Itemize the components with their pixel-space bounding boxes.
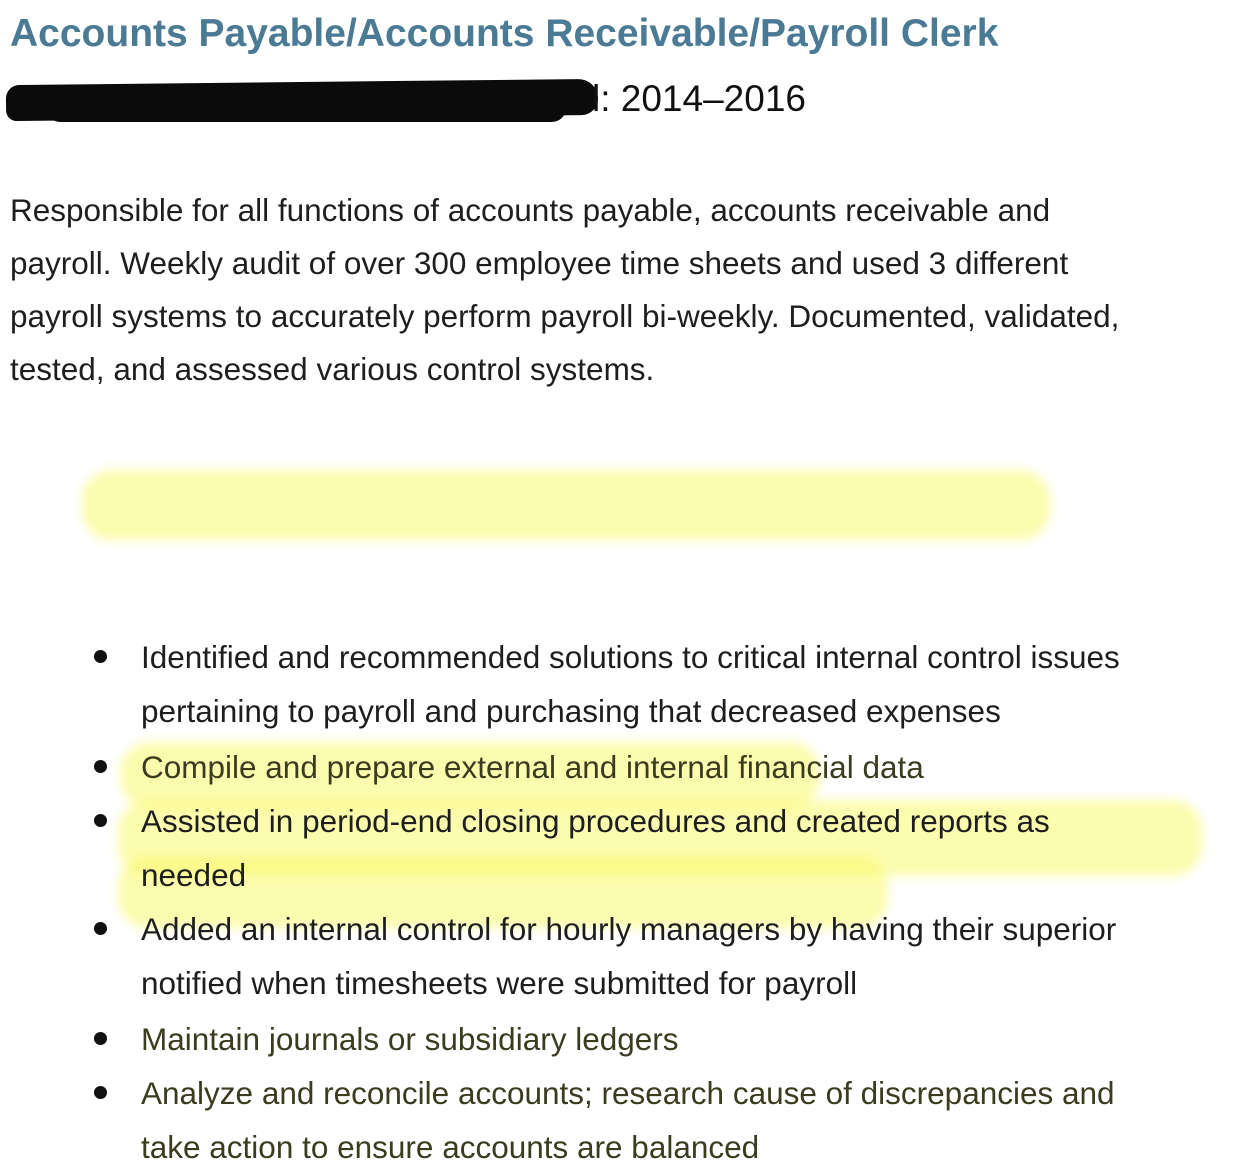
summary-line: payroll. Weekly audit of over 300 employee time sheets and used 3 different xyxy=(10,245,1069,281)
bullet-icon xyxy=(94,1032,107,1045)
bullet-icon xyxy=(94,760,107,773)
list-item-line: Identified and recommended solutions to critical internal control issues xyxy=(141,639,1120,675)
responsibility-list xyxy=(0,630,1242,1174)
list-item-line: Assisted in period-end closing procedures and created reports as xyxy=(141,803,1050,839)
list-item-line: needed xyxy=(141,857,247,893)
redaction-mark xyxy=(46,94,566,122)
highlight-mark xyxy=(82,470,1050,540)
employer-line xyxy=(6,78,826,124)
job-title: Accounts Payable/Accounts Receivable/Payroll Clerk xyxy=(10,12,999,55)
summary-line: Responsible for all functions of accounts payable, accounts receivable and xyxy=(10,192,1051,228)
list-item-line: Maintain journals or subsidiary ledgers xyxy=(141,1021,679,1057)
list-item xyxy=(0,630,1242,738)
bullet-icon xyxy=(94,650,107,663)
list-item xyxy=(0,740,1242,794)
summary-line: payroll systems to accurately perform payroll bi-weekly. Documented, validated, xyxy=(10,298,1120,334)
list-item xyxy=(0,1012,1242,1066)
list-item-line: Added an internal control for hourly managers by having their superior xyxy=(141,911,1117,947)
list-item-line: notified when timesheets were submitted for payroll xyxy=(141,965,858,1001)
date-range: 2014–2016 xyxy=(620,78,806,119)
list-item xyxy=(0,1066,1242,1174)
bullet-icon xyxy=(94,814,107,827)
employment-dates xyxy=(592,78,806,120)
list-item-line: Compile and prepare external and internal financial data xyxy=(141,749,924,785)
list-item-line: take action to ensure accounts are balanced xyxy=(141,1129,760,1165)
job-summary xyxy=(10,184,1238,396)
employer-suffix: l: xyxy=(592,78,611,119)
list-item xyxy=(0,902,1242,1010)
summary-line: tested, and assessed various control systems. xyxy=(10,351,655,387)
list-item-line: Analyze and reconcile accounts; research cause of discrepancies and xyxy=(141,1075,1115,1111)
bullet-icon xyxy=(94,1086,107,1099)
bullet-icon xyxy=(94,922,107,935)
list-item-line: pertaining to payroll and purchasing that decreased expenses xyxy=(141,693,1001,729)
list-item xyxy=(0,794,1242,902)
